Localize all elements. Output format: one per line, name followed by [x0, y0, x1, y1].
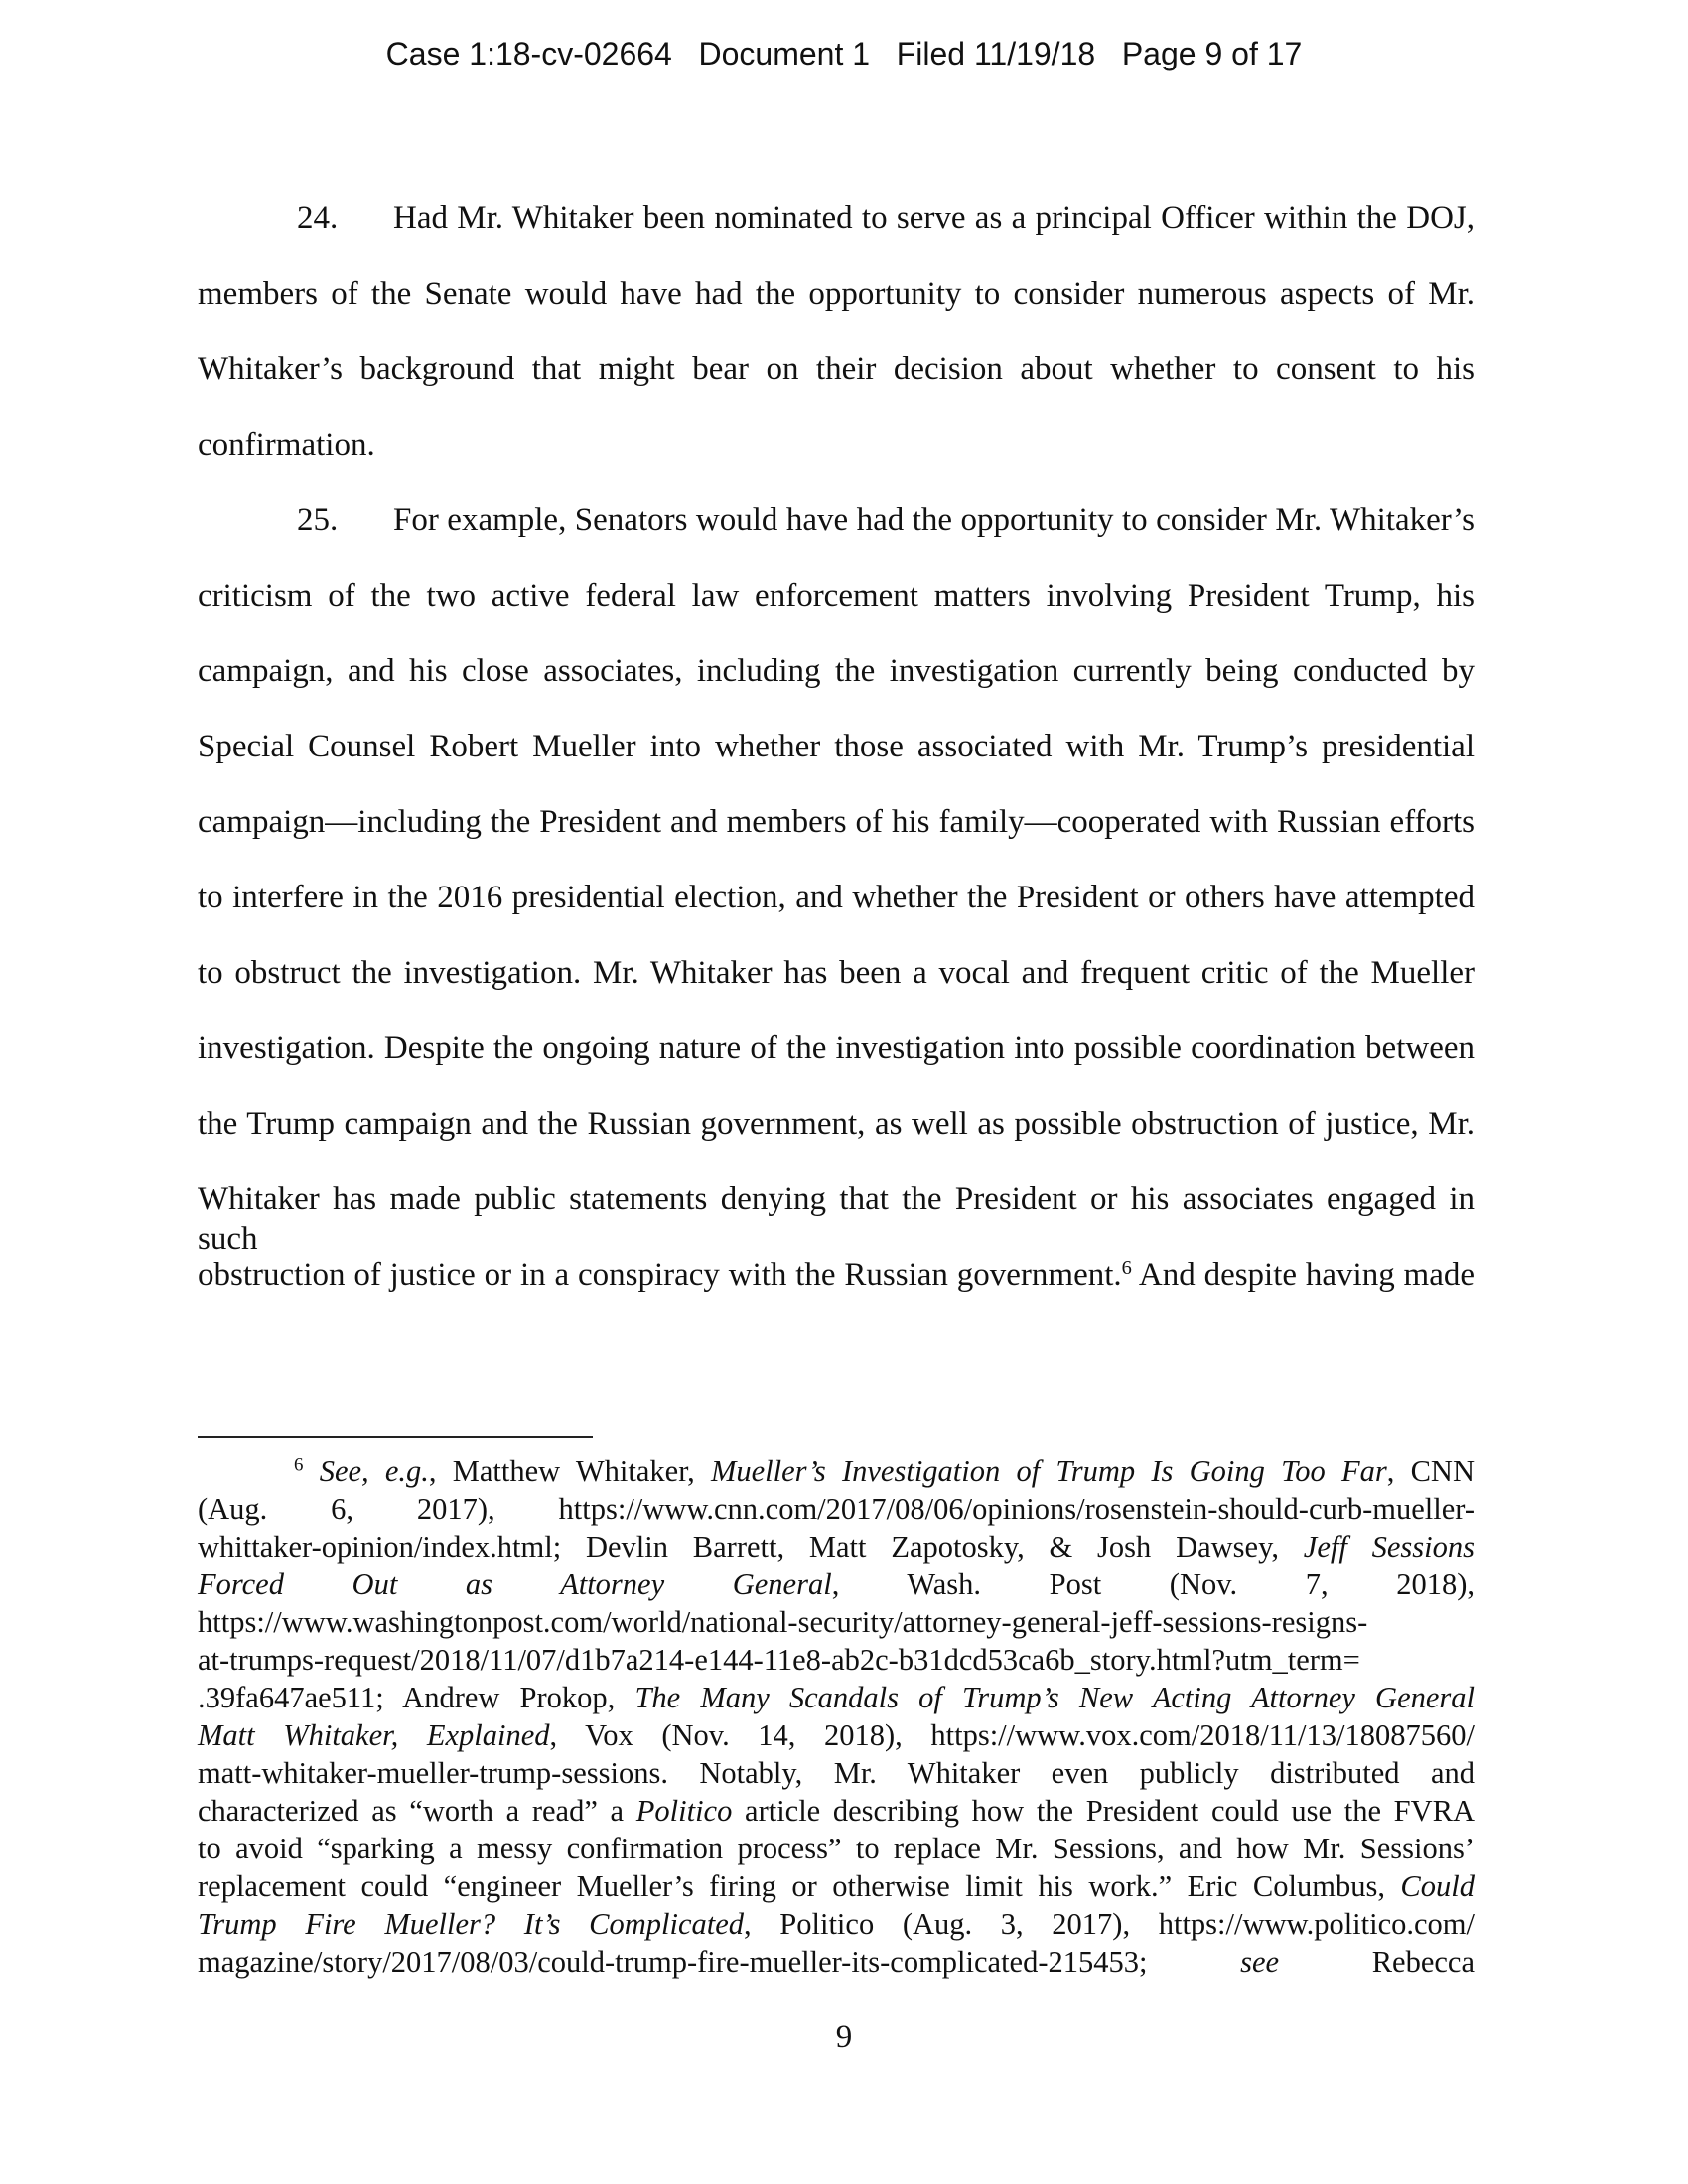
body-line: Special Counsel Robert Mueller into whether those associated with Mr. Trump’s presidential	[198, 729, 1475, 764]
footnote-text: , Vox (Nov. 14, 2018), https://www.vox.com/2018/11/13/18087560/	[549, 1718, 1475, 1752]
body-text: And despite having made	[1138, 1257, 1475, 1293]
footnote-text: article describing how the President could use the FVRA	[732, 1794, 1476, 1828]
footnote-text: , Politico (Aug. 3, 2017), https://www.politico.com/	[744, 1907, 1475, 1941]
body-line: to interfere in the 2016 presidential election, and whether the President or others have attempted	[198, 880, 1475, 915]
body-line: campaign—including the President and members of his family—cooperated with Russian efforts	[198, 804, 1475, 840]
article-title: Forced Out as Attorney General	[198, 1568, 832, 1601]
body-line: criticism of the two active federal law enforcement matters involving President Trump, his	[198, 578, 1475, 614]
article-title: Matt Whitaker, Explained	[198, 1718, 550, 1752]
footnote-text: magazine/story/2017/08/03/could-trump-fire-mueller-its-complicated-215453;	[198, 1945, 1241, 1979]
footnote-line: to avoid “sparking a messy confirmation process” to replace Mr. Sessions, and how Mr. Sessions’	[198, 1832, 1475, 1865]
footnote-line	[198, 1793, 1475, 1829]
footnote-line: matt-whitaker-mueller-trump-sessions. Notably, Mr. Whitaker even publicly distributed and	[198, 1756, 1475, 1790]
footnote-text: , CNN	[1386, 1454, 1475, 1488]
article-title: Mueller’s Investigation of Trump Is Going Too Far	[710, 1454, 1387, 1488]
body-line	[198, 1255, 1475, 1295]
publication-name: Politico	[635, 1794, 733, 1828]
article-title: Could	[1400, 1869, 1475, 1903]
body-line: Had Mr. Whitaker been nominated to serve as a principal Officer within the DOJ,	[393, 201, 1475, 236]
citation-signal: see	[1240, 1945, 1280, 1979]
body-line: investigation. Despite the ongoing nature of the investigation into possible coordination between	[198, 1030, 1475, 1066]
footnote-text: replacement could “engineer Mueller’s firing or otherwise limit his work.” Eric Columbus,	[198, 1869, 1401, 1903]
page-count: Page 9 of 17	[1121, 36, 1303, 71]
body-line: For example, Senators would have had the opportunity to consider Mr. Whitaker’s	[393, 502, 1475, 538]
body-line: members of the Senate would have had the opportunity to consider numerous aspects of Mr.	[198, 276, 1475, 312]
article-title: Jeff Sessions	[1303, 1530, 1475, 1564]
footnote-number: 6	[294, 1454, 304, 1476]
page-number: 9	[835, 2019, 853, 2055]
footnote-line	[198, 1906, 1475, 1942]
body-line: Whitaker’s background that might bear on their decision about whether to consent to his	[198, 351, 1475, 387]
footnote-line	[198, 1944, 1475, 1979]
article-title: The Many Scandals of Trump’s New Acting Attorney General	[634, 1681, 1475, 1714]
footnote-text: .39fa647ae511; Andrew Prokop,	[198, 1681, 635, 1714]
citation-signal: See, e.g.	[319, 1454, 429, 1488]
footnote-line	[198, 1717, 1475, 1753]
footnote-reference[interactable]: 6	[1121, 1256, 1132, 1279]
footnote-separator	[198, 1436, 593, 1438]
body-line: to obstruct the investigation. Mr. Whitaker has been a vocal and frequent critic of the Mueller	[198, 955, 1475, 991]
case-number: Case 1:18-cv-02664	[385, 36, 672, 71]
footnote-text: , Wash. Post (Nov. 7, 2018),	[831, 1568, 1475, 1601]
body-line: confirmation.	[198, 427, 375, 463]
footnote-line: (Aug. 6, 2017), https://www.cnn.com/2017/08/06/opinions/rosenstein-should-curb-mueller-	[198, 1492, 1475, 1526]
footnote-line: https://www.washingtonpost.com/world/national-security/attorney-general-jeff-sessions-resigns-	[198, 1605, 1368, 1639]
footnote-text: whittaker-opinion/index.html; Devlin Barrett, Matt Zapotosky, & Josh Dawsey,	[198, 1530, 1304, 1564]
body-line: the Trump campaign and the Russian government, as well as possible obstruction of justice, Mr.	[198, 1106, 1475, 1142]
document-number: Document 1	[698, 36, 871, 71]
footnote-line	[294, 1453, 1475, 1489]
footnote-line: at-trumps-request/2018/11/07/d1b7a214-e144-11e8-ab2c-b31dcd53ca6b_story.html?utm_term=	[198, 1643, 1360, 1677]
body-text: obstruction of justice or in a conspiracy with the Russian government.	[198, 1257, 1122, 1293]
footnote-text: , Matthew Whitaker,	[428, 1454, 711, 1488]
paragraph-number: 25.	[297, 502, 339, 538]
paragraph-number: 24.	[297, 201, 339, 236]
case-header	[0, 36, 1688, 72]
footnote-line	[198, 1868, 1475, 1904]
filed-date: Filed 11/19/18	[896, 36, 1096, 71]
body-line: campaign, and his close associates, including the investigation currently being conducted by	[198, 653, 1475, 689]
footnote-text: characterized as “worth a read” a	[198, 1794, 636, 1828]
article-title: Trump Fire Mueller? It’s Complicated	[198, 1907, 745, 1941]
footnote-line	[198, 1567, 1475, 1602]
footnote-line	[198, 1529, 1475, 1565]
footnote-text: Rebecca	[1279, 1945, 1475, 1979]
body-line: Whitaker has made public statements denying that the President or his associates engaged in such	[198, 1181, 1475, 1257]
footnote-line	[198, 1680, 1475, 1715]
